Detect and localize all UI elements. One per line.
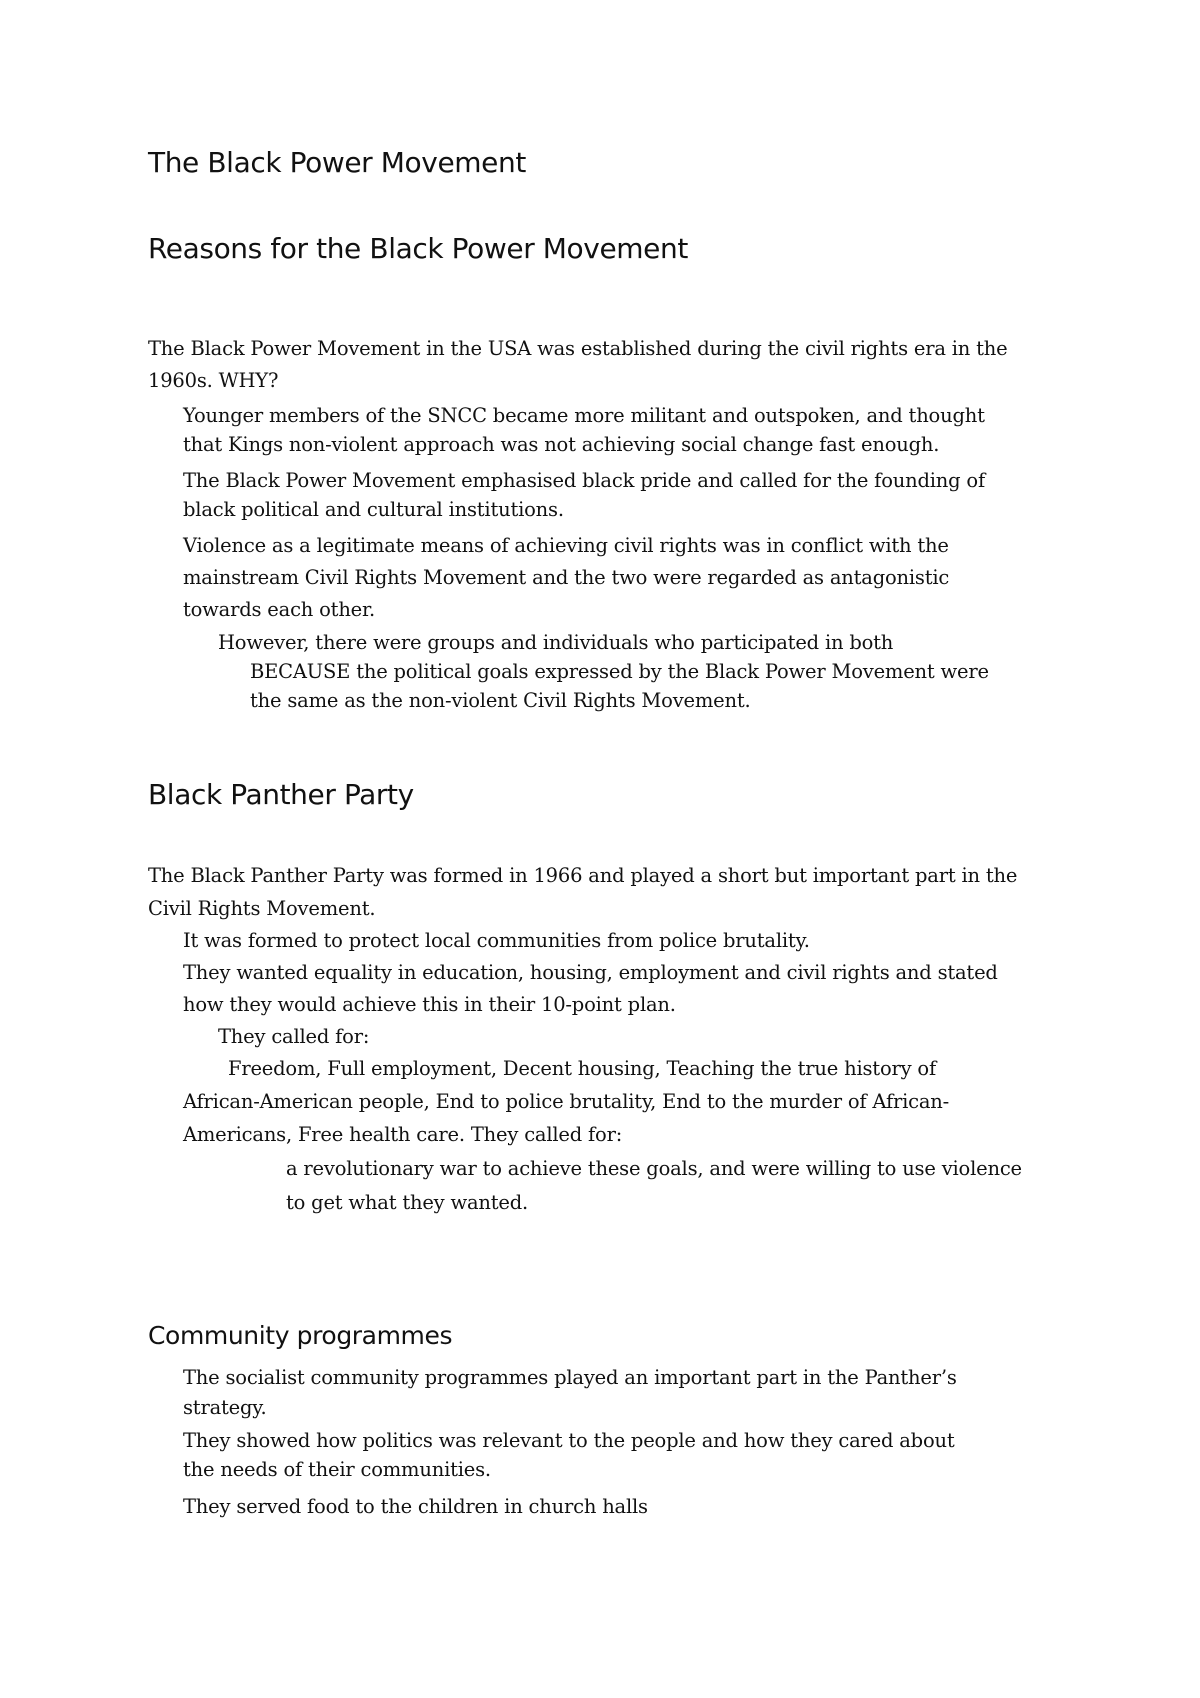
bullet-line: black political and cultural institutions. xyxy=(183,498,564,521)
paragraph-line: Civil Rights Movement. xyxy=(148,897,376,920)
page-title: The Black Power Movement xyxy=(148,146,526,179)
bullet-line: Younger members of the SNCC became more militant and outspoken, and thought xyxy=(183,404,985,427)
bullet-line: The socialist community programmes played an important part in the Panther’s xyxy=(183,1366,957,1389)
sub-bullet-line: the same as the non-violent Civil Rights Movement. xyxy=(250,689,751,712)
bullet-line: mainstream Civil Rights Movement and the two were regarded as antagonistic xyxy=(183,566,950,589)
section-heading-reasons: Reasons for the Black Power Movement xyxy=(148,232,688,265)
bullet-line: It was formed to protect local communities from police brutality. xyxy=(183,929,810,952)
bullet-line: the needs of their communities. xyxy=(183,1458,491,1481)
paragraph-line: 1960s. WHY? xyxy=(148,369,279,392)
sub-bullet-line: a revolutionary war to achieve these goals, and were willing to use violence xyxy=(286,1157,1022,1180)
paragraph-line: The Black Panther Party was formed in 1966 and played a short but important part in the xyxy=(148,864,1018,887)
bullet-line: that Kings non-violent approach was not achieving social change fast enough. xyxy=(183,433,940,456)
section-heading-black-panther-party: Black Panther Party xyxy=(148,778,414,811)
sub-bullet-line: They called for: xyxy=(218,1025,370,1048)
bullet-line: strategy. xyxy=(183,1396,267,1419)
bullet-line: how they would achieve this in their 10-point plan. xyxy=(183,993,676,1016)
bullet-line: They served food to the children in church halls xyxy=(183,1495,648,1518)
sub-bullet-line: BECAUSE the political goals expressed by the Black Power Movement were xyxy=(250,660,989,683)
sub-bullet-line: However, there were groups and individuals who participated in both xyxy=(218,631,894,654)
bullet-line: Americans, Free health care. They called for: xyxy=(183,1123,623,1146)
bullet-line: They showed how politics was relevant to the people and how they cared about xyxy=(183,1429,955,1452)
bullet-line: Violence as a legitimate means of achieving civil rights was in conflict with the xyxy=(183,534,949,557)
sub-bullet-line: Freedom, Full employment, Decent housing, Teaching the true history of xyxy=(228,1057,936,1080)
bullet-line: towards each other. xyxy=(183,598,375,621)
section-heading-community-programmes: Community programmes xyxy=(148,1321,453,1350)
bullet-line: African-American people, End to police brutality, End to the murder of African- xyxy=(183,1090,950,1113)
bullet-line: The Black Power Movement emphasised black pride and called for the founding of xyxy=(183,469,985,492)
sub-bullet-line: to get what they wanted. xyxy=(286,1191,529,1214)
paragraph-line: The Black Power Movement in the USA was established during the civil rights era in the xyxy=(148,337,1008,360)
bullet-line: They wanted equality in education, housing, employment and civil rights and stated xyxy=(183,961,998,984)
